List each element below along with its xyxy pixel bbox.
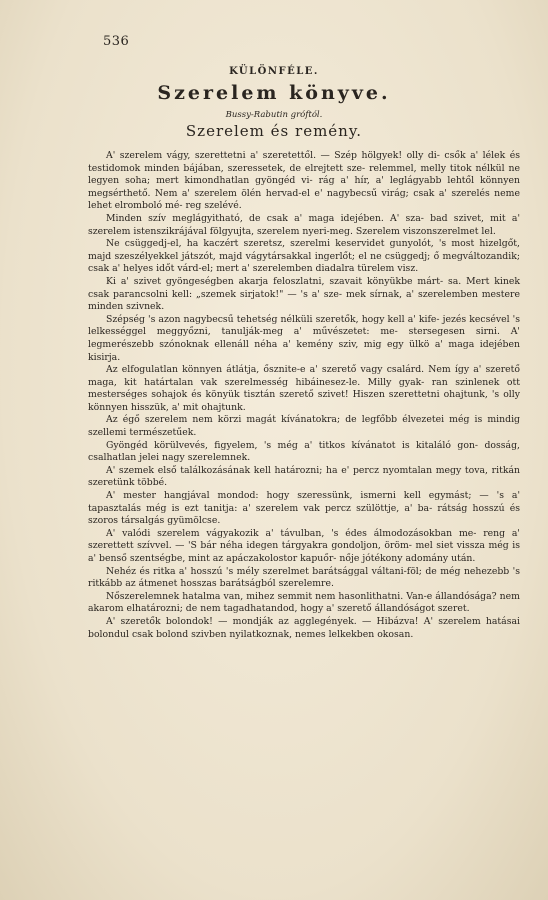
paragraph: Gyöngéd körülvevés, figyelem, 's még a' titkos kívánatot is kitaláló gon- dosság, csalhatlan jelei nagy szerelemnek.: [88, 439, 520, 464]
paragraph: Az égő szerelem nem körzi magát kívánatokra; de legfőbb élvezetei még is mindig szellemi természetűek.: [88, 414, 520, 439]
paragraph: Szépség 's azon nagybecsű tehetség nélküli szeretők, hogy kell a' kife- jezés kecsével 's lelkességgel meggyőzni, tanulják-meg a' művészetet: me- stersegesen sirni. A' legmerészebb szónoknak ellenáll néha a' kemény sziv, mig egy ülkö a' maga idejében kisirja.: [88, 313, 520, 363]
article-title: Szerelem könyve.: [157, 82, 391, 104]
paragraph: A' mester hangjával mondod: hogy szeressünk, ismerni kell egymást; — 's a' tapasztalás még is ezt tanitja: a' szerelem vak percz szülöttje, a' ba- rátság hosszú és szoros társalgás gyümölcse.: [88, 490, 520, 527]
page-number: 536: [103, 34, 130, 49]
author-byline: Bussy-Rabutin gróftól.: [225, 110, 323, 120]
paragraph: Nehéz és ritka a' hosszú 's mély szerelmet barátsággal váltani-föl; de még nehezebb 's ritkább az átmenet hosszas barátságból szerelemre.: [88, 565, 520, 590]
paragraph: A' szeretők bolondok! — mondják az agglegények. — Hibázva! A' szerelem hatásai bolondul csak bolond szivben nyilatkoznak, nemes lelkekben okosan.: [88, 615, 520, 640]
section-heading: KÜLÖNFÉLE.: [229, 66, 319, 77]
article-body: [88, 150, 520, 641]
paragraph: Minden szív meglágyitható, de csak a' maga idejében. A' sza- bad szivet, mit a' szerelem istenszikrájával fölgyujta, szerelem nyeri-meg. Szerelem viszonszerelmet lel.: [88, 212, 520, 237]
article-subtitle: Szerelem és remény.: [185, 122, 363, 140]
paragraph: Ne csüggedj-el, ha kaczért szeretsz, szerelmi keservidet gunyolót, 's most hizelgőt, majd szeszélyekkel játszót, majd vágytársakkal ingerlőt; el ne csüggedj; ő megváltozandik; csak a' helyes időt várd-el; mert a' szerelemben diadalra türelem visz.: [88, 238, 520, 275]
paragraph: Az elfogulatlan könnyen átlátja, ősznite-e a' szerető vagy csalárd. Nem így a' szerető maga, kit határtalan vak szerelmesség hibáinesez-le. Milly gyak- ran szinlenek ott mesterséges sohajok és könyük tisztán szerető szivet! Hiszen szerettetni ohajtunk, 's olly könnyen hisszük, a' mit ohajtunk.: [88, 364, 520, 413]
paragraph: Nőszerelemnek hatalma van, mihez semmit nem hasonlithatni. Van-e állandósága? nem akarom elhatározni; de nem tagadhatandod, hogy a' szerető állandóságot szeret.: [88, 590, 520, 615]
paragraph: A' valódi szerelem vágyakozik a' távulban, 's édes álmodozásokban me- reng a' szerettett szívvel. — 'S bár néha idegen tárgyakra gondoljon, öröm- mel siet vissza még is a' benső szentségbe, mint az apáczakolostor kapuőr- nője jótékony adomány után.: [88, 527, 520, 564]
paragraph: A' szerelem vágy, szerettetni a' szeretettől. — Szép hölgyek! olly di- csők a' lélek és testidomok minden bájában, szeressetek, de elrejtett sze- relemmel, melly titok nélkül ne legyen soha; mert kimondhatlan gyöngéd vi- rág a' hír, a' leglágyabb lehtől könnyen megsérthető. Nem a' szerelem ölén hervad-el e' nagybecsű virág; csak a' szerelés neme lehet elromboló mé- reg szelévé.: [88, 150, 520, 212]
paragraph: A' szemek első találkozásának kell határozni; ha e' percz nyomtalan megy tova, ritkán szeretünk többé.: [88, 464, 520, 489]
paragraph: Ki a' szivet gyöngeségben akarja feloszlatni, szavait könyükbe márt- sa. Mert kinek csak parancsolni kell: „szemek sirjatok!" — 's a' sze- mek sírnak, a' szerelemben mestere minden szivnek.: [88, 275, 520, 313]
